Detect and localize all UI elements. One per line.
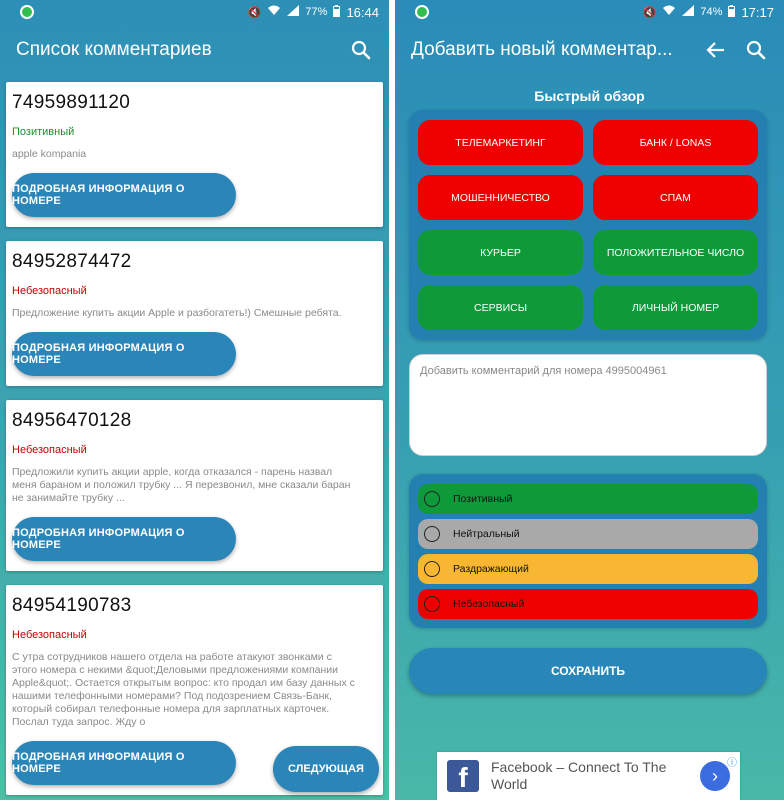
rating-status: Небезопасный <box>12 629 87 641</box>
signal-icon <box>287 5 299 19</box>
ad-text: Facebook – Connect To The World <box>491 759 667 792</box>
quick-services-button[interactable]: СЕРВИСЫ <box>418 285 583 330</box>
quick-review-panel <box>409 110 767 340</box>
comment-text: Предложение купить акции Apple и разбогатеть!) Смешные ребята. <box>12 307 342 319</box>
comment-card[interactable] <box>6 400 383 571</box>
rating-label: Небезопасный <box>453 598 525 610</box>
quick-courier-button[interactable]: КУРЬЕР <box>418 230 583 275</box>
back-button[interactable] <box>700 34 732 66</box>
add-comment-screen <box>395 0 784 800</box>
save-button[interactable]: СОХРАНИТЬ <box>409 648 767 694</box>
comments-list-screen <box>0 0 389 800</box>
radio-button[interactable] <box>424 526 440 542</box>
chevron-right-icon[interactable]: › <box>700 761 730 791</box>
battery-icon <box>728 5 735 20</box>
facebook-logo-icon: f <box>447 760 479 792</box>
whatsapp-notification-icon <box>20 5 34 19</box>
signal-icon <box>682 5 694 19</box>
quick-personal-number-button[interactable]: ЛИЧНЫЙ НОМЕР <box>593 285 758 330</box>
ad-info-icon[interactable]: ⓘ <box>727 758 737 769</box>
rating-label: Нейтральный <box>453 528 520 540</box>
search-button[interactable] <box>740 34 772 66</box>
quick-review-title: Быстрый обзор <box>534 88 645 104</box>
number-details-button[interactable]: ПОДРОБНАЯ ИНФОРМАЦИЯ О НОМЕРЕ <box>12 517 236 561</box>
clock: 17:17 <box>741 4 774 20</box>
comment-card[interactable] <box>6 82 383 227</box>
number-details-button[interactable]: ПОДРОБНАЯ ИНФОРМАЦИЯ О НОМЕРЕ <box>12 173 236 217</box>
ad-banner[interactable] <box>437 752 740 800</box>
comment-text: apple kompania <box>12 148 87 160</box>
phone-number: 74959891120 <box>12 92 131 113</box>
page-title: Добавить новый комментар... <box>411 39 673 60</box>
radio-button[interactable] <box>424 561 440 577</box>
comment-input[interactable] <box>410 355 766 455</box>
search-icon <box>351 40 371 60</box>
comment-input-container <box>409 354 767 456</box>
battery-percent: 74% <box>700 6 723 18</box>
comment-card[interactable] <box>6 241 383 386</box>
radio-button[interactable] <box>424 491 440 507</box>
battery-icon <box>333 5 340 20</box>
number-details-button[interactable]: ПОДРОБНАЯ ИНФОРМАЦИЯ О НОМЕРЕ <box>12 332 236 376</box>
status-bar <box>395 0 784 24</box>
phone-number: 84954190783 <box>12 595 132 616</box>
app-bar <box>0 24 389 76</box>
whatsapp-notification-icon <box>415 5 429 19</box>
phone-number: 84952874472 <box>12 251 132 272</box>
comment-text: Предложили купить акции apple, когда отказался - парень назвал меня бараном и положил трубку ... Я перезвонил, мне сказали баран не занимайте трубку ... <box>12 466 351 504</box>
arrow-left-icon <box>706 40 726 60</box>
rating-panel <box>409 474 767 628</box>
comment-text: С утра сотрудников нашего отдела на работе атакуют звонками с этого номера с некими &quot;Деловыми предложениями компании Apple&quot;. Остается открытым вопрос: кто продал им базу данных с нашими телефонными номерами? Под подозрением Связь-Банк, который собирал телефонные номера для зарплатных карточек. Послал туда запрос. Жду о <box>12 651 355 728</box>
battery-percent: 77% <box>305 6 328 18</box>
wifi-icon <box>662 5 676 19</box>
rating-label: Позитивный <box>453 493 513 505</box>
next-page-button[interactable]: СЛЕДУЮЩАЯ <box>273 746 379 792</box>
quick-positive-number-button[interactable]: ПОЛОЖИТЕЛЬНОЕ ЧИСЛО <box>593 230 758 275</box>
rating-option-annoying[interactable] <box>418 554 758 584</box>
quick-spam-button[interactable]: СПАМ <box>593 175 758 220</box>
rating-option-positive[interactable] <box>418 484 758 514</box>
number-details-button[interactable]: ПОДРОБНАЯ ИНФОРМАЦИЯ О НОМЕРЕ <box>12 741 236 785</box>
rating-option-unsafe[interactable] <box>418 589 758 619</box>
radio-button[interactable] <box>424 596 440 612</box>
quick-telemarketing-button[interactable]: ТЕЛЕМАРКЕТИНГ <box>418 120 583 165</box>
quick-bank-button[interactable]: БАНК / LONAS <box>593 120 758 165</box>
page-title: Список комментариев <box>16 39 212 60</box>
rating-option-neutral[interactable] <box>418 519 758 549</box>
search-button[interactable] <box>345 34 377 66</box>
mute-icon: 🔇 <box>642 6 657 19</box>
wifi-icon <box>267 5 281 19</box>
app-bar <box>395 24 784 76</box>
rating-label: Раздражающий <box>453 563 529 575</box>
phone-number: 84956470128 <box>12 410 132 431</box>
rating-status: Позитивный <box>12 126 75 138</box>
rating-status: Небезопасный <box>12 444 87 456</box>
rating-status: Небезопасный <box>12 285 87 297</box>
quick-fraud-button[interactable]: МОШЕННИЧЕСТВО <box>418 175 583 220</box>
mute-icon: 🔇 <box>247 6 262 19</box>
search-icon <box>746 40 766 60</box>
clock: 16:44 <box>346 4 379 20</box>
status-bar <box>0 0 389 24</box>
